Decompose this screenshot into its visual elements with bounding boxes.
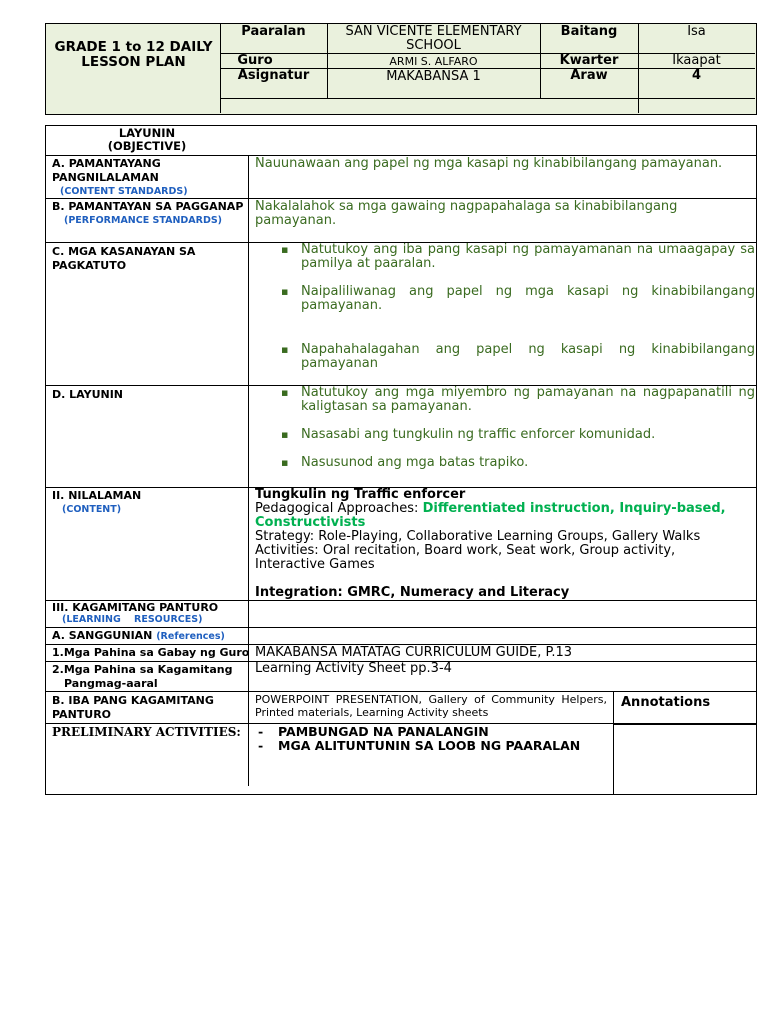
row-references: A. SANGGUNIAN (References) xyxy=(46,627,756,645)
learner-materials-value: Learning Activity Sheet pp.3-4 xyxy=(255,661,452,676)
competency-item: ▪ Natutukoy ang iba pang kasapi ng pamayamanan na umaagapay sa pamilya at paaralan. xyxy=(255,243,755,271)
row-learning-resources: III. KAGAMITANG PANTURO (LEARNING RESOURCES) xyxy=(46,600,756,628)
kwarter-label: Kwarter xyxy=(559,53,619,68)
lesson-topic: Tungkulin ng Traffic enforcer xyxy=(255,487,466,502)
row-performance-standards: B. PAMANTAYAN SA PAGGANAP (PERFORMANCE STANDARDS) Nakalalahok sa mga gawaing nagpapahalaga sa kinabibilangang pamayanan. xyxy=(46,198,756,243)
teacher-guide-value: MAKABANSA MATATAG CURRICULUM GUIDE, P.13 xyxy=(255,645,573,660)
baitang-label: Baitang xyxy=(560,24,618,39)
row-learner-materials: 2.Mga Pahina sa Kagamitang Pangmag-aaral Learning Activity Sheet pp.3-4 xyxy=(46,661,756,692)
activities-text: Activities: Oral recitation, Board work, Seat work, Group activity, Interactive Games xyxy=(255,543,676,572)
kwarter-value: Ikaapat xyxy=(672,53,721,68)
strategy-text: Strategy: Role-Playing, Collaborative Learning Groups, Gallery Walks xyxy=(255,529,701,544)
performance-standards-value: Nakalalahok sa mga gawaing nagpapahalaga sa kinabibilangang pamayanan. xyxy=(255,199,678,228)
preliminary-item: - MGA ALITUNTUNIN SA LOOB NG PAARALAN xyxy=(250,739,610,753)
header-table xyxy=(45,23,757,115)
integration-text: Integration: GMRC, Numeracy and Literacy xyxy=(255,585,570,600)
annotations-heading: Annotations xyxy=(621,695,711,710)
araw-value: 4 xyxy=(691,68,702,83)
baitang-value: Isa xyxy=(687,24,706,39)
paaralan-value: SAN VICENTE ELEMENTARY SCHOOL xyxy=(345,24,522,53)
row-other-resources: B. IBA PANG KAGAMITANG PANTURO POWERPOINT PRESENTATION, Gallery of Community Helpers, Printed materials, Learning Activity sheets Annotations xyxy=(46,691,756,724)
araw-label: Araw xyxy=(570,68,608,83)
row-content-standards: A. PAMANTAYANG PANGNILALAMAN (CONTENT STANDARDS) Nauunawaan ang papel ng mga kasapi ng kinabibilangang pamayanan. xyxy=(46,155,756,199)
preliminary-label: PRELIMINARY ACTIVITIES: xyxy=(52,725,241,739)
paaralan-label: Paaralan xyxy=(241,24,306,39)
row-content: II. NILALAMAN (CONTENT) Tungkulin ng Traffic enforcer Pedagogical Approaches: Differentiated instruction, Inquiry-based, Constructivists Strategy: Role-Playing, Collaborative Learning Groups, Gallery Walks Activities: Oral recitation, Board work, Seat work, Group activity, Interactive Games Integration: GMRC, Numeracy and Literacy xyxy=(46,487,756,601)
pedagogy-value: Differentiated instruction, Inquiry-based, Constructivists xyxy=(255,501,726,530)
guro-value: ARMI S. ALFARO xyxy=(389,55,478,68)
layunin-heading: LAYUNIN (OBJECTIVE) xyxy=(107,126,187,153)
other-resources-value: POWERPOINT PRESENTATION, Gallery of Community Helpers, Printed materials, Learning Activity sheets xyxy=(255,693,607,719)
content-standards-value: Nauunawaan ang papel ng mga kasapi ng kinabibilangang pamayanan. xyxy=(255,156,723,171)
row-objectives: D. LAYUNIN ▪ Natutukoy ang mga miyembro ng pamayanan na nagpapanatili ng kaligtasan sa pamayanan. ▪ Nasasabi ang tungkulin ng traffic enforcer komunidad. ▪ Nasusunod ang mga batas trapiko. xyxy=(46,385,756,488)
guro-label: Guro xyxy=(237,53,273,68)
competency-item: ▪ Naipaliliwanag ang papel ng mga kasapi ng kinabibilangang pamayanan. xyxy=(255,285,755,313)
objective-item: ▪ Nasasabi ang tungkulin ng traffic enforcer komunidad. xyxy=(255,428,755,442)
preliminary-item: - PAMBUNGAD NA PANALANGIN xyxy=(250,725,610,739)
objective-item: ▪ Natutukoy ang mga miyembro ng pamayanan na nagpapanatili ng kaligtasan sa pamayanan. xyxy=(255,386,755,414)
row-learning-competencies: C. MGA KASANAYAN SA PAGKATUTO ▪ Natutukoy ang iba pang kasapi ng pamayamanan na umaagapay sa pamilya at paaralan. ▪ Naipaliliwanag ang papel ng mga kasapi ng kinabibilangang pamayanan. ▪ Napahahalagahan ang papel ng kasapi ng kinabibilangang pamayanan xyxy=(46,242,756,386)
asignatur-label: Asignatur xyxy=(237,68,310,83)
lesson-plan-title: GRADE 1 to 12 DAILY LESSON PLAN xyxy=(54,39,213,70)
row-teacher-guide: 1.Mga Pahina sa Gabay ng Guro MAKABANSA MATATAG CURRICULUM GUIDE, P.13 xyxy=(46,644,756,662)
row-preliminary-activities xyxy=(46,723,756,795)
objective-item: ▪ Nasusunod ang mga batas trapiko. xyxy=(255,456,755,470)
objectives-table xyxy=(45,125,757,795)
competency-item: ▪ Napahahalagahan ang papel ng kasapi ng kinabibilangang pamayanan xyxy=(255,343,755,371)
asignatur-value: MAKABANSA 1 xyxy=(386,69,481,84)
